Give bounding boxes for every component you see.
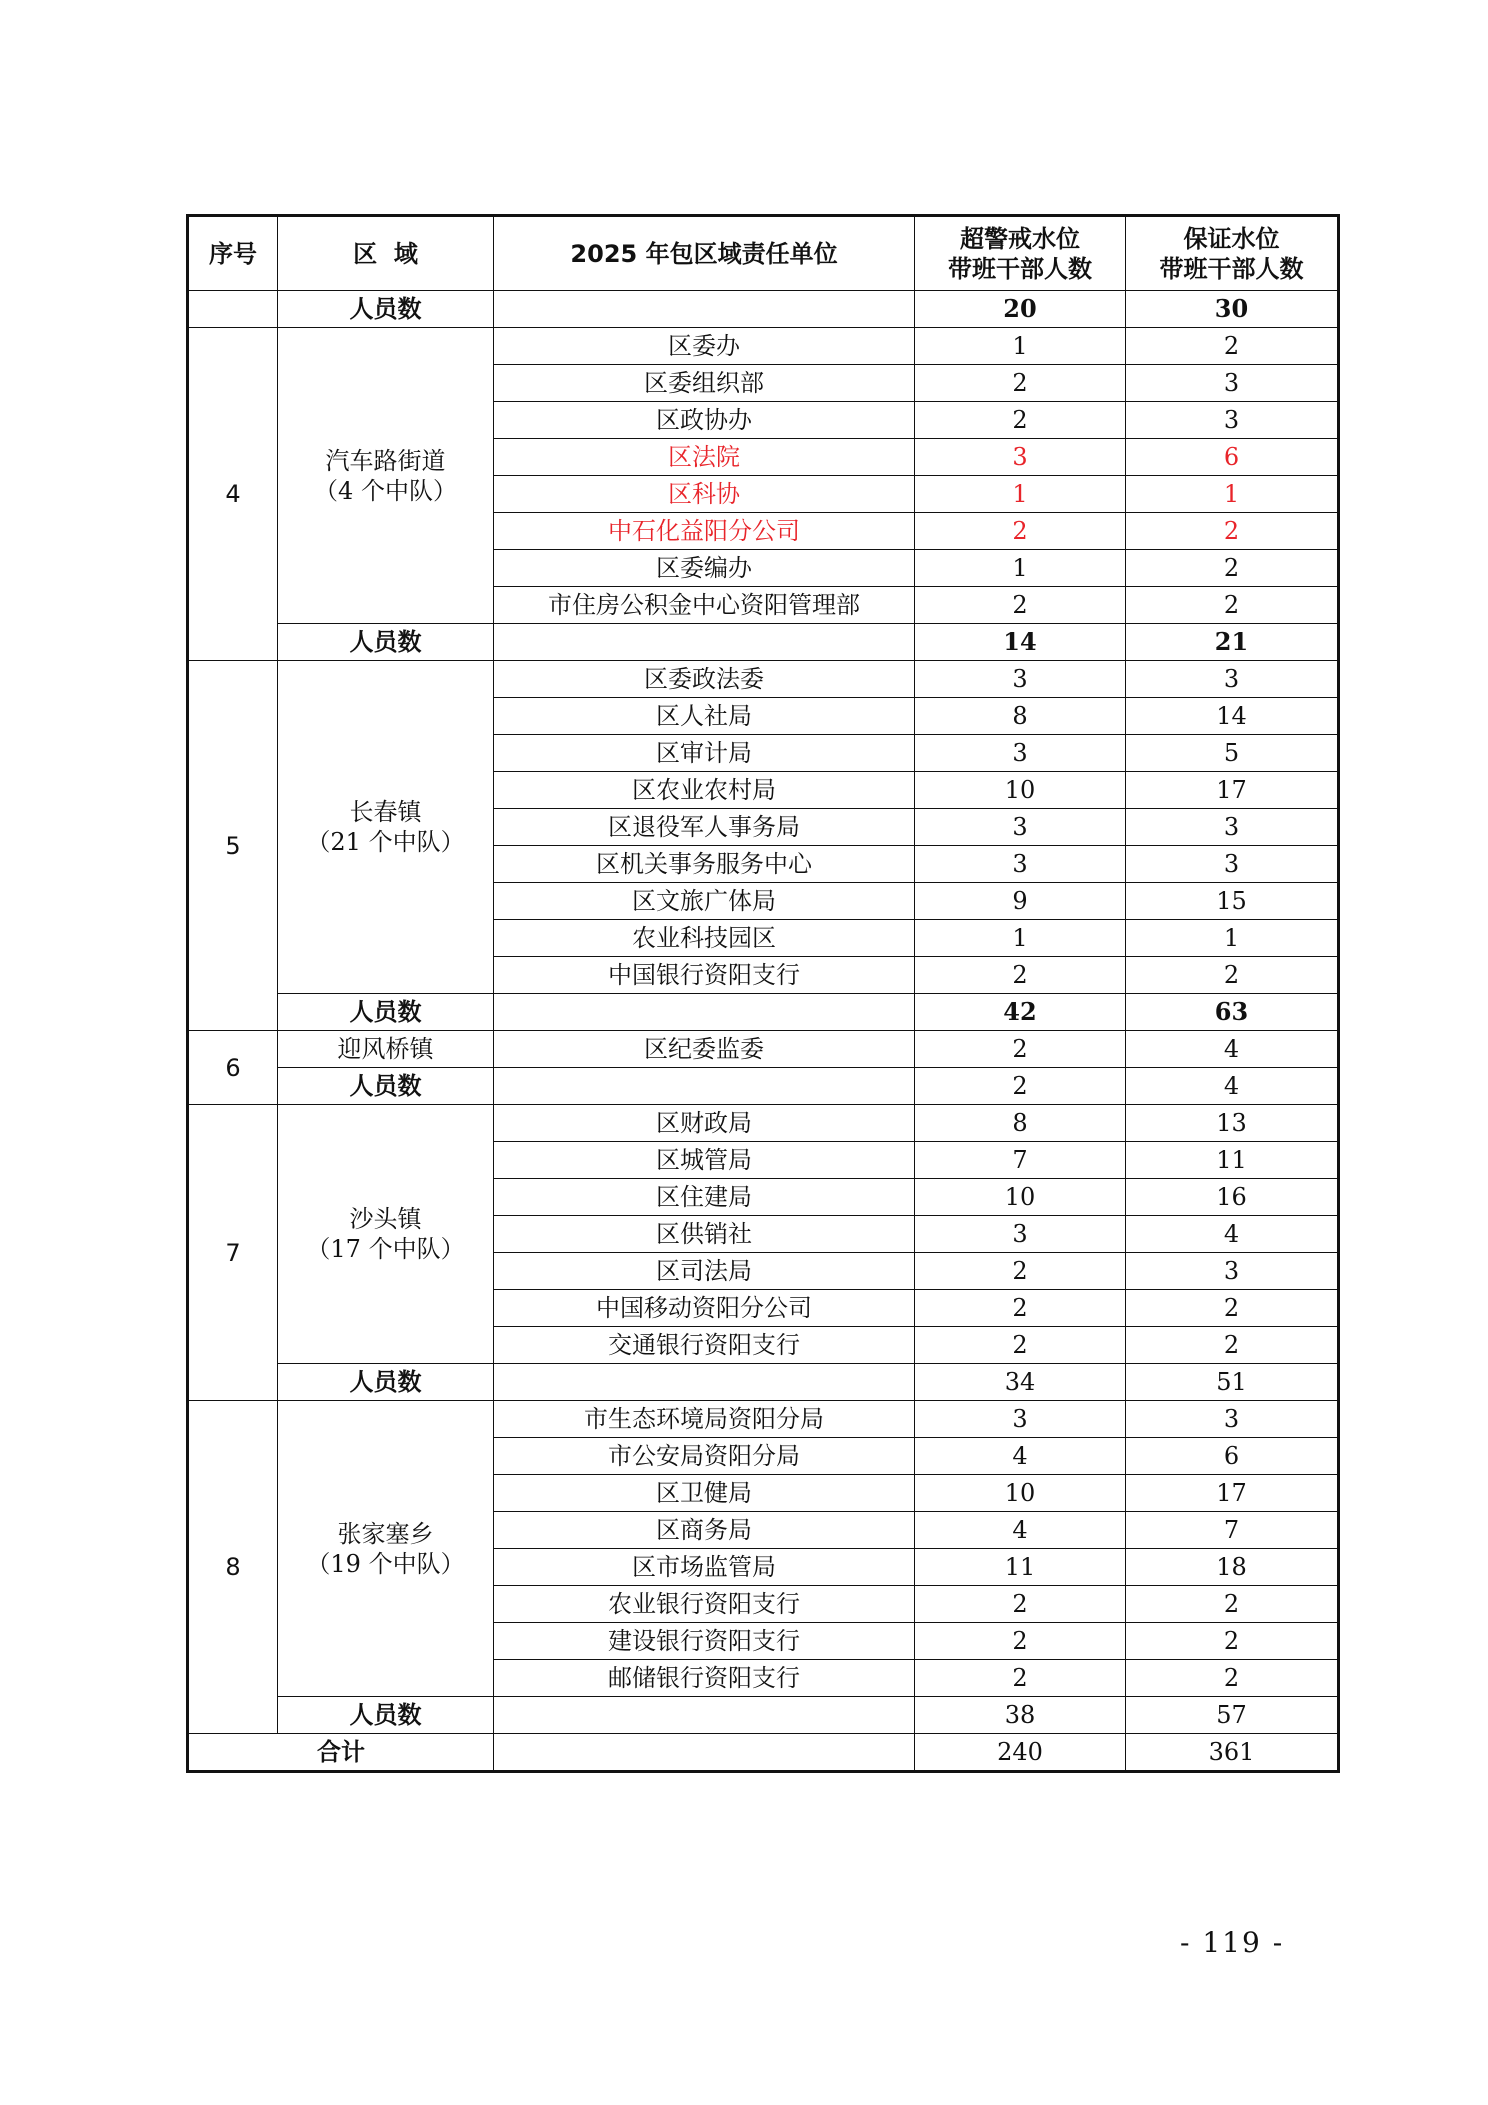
warning-count: 2 [915,1290,1126,1327]
guarantee-count: 3 [1126,1401,1339,1438]
region-cell [278,1401,494,1697]
unit-cell: 中国移动资阳分公司 [494,1290,915,1327]
summary-label: 人员数 [278,1697,494,1734]
guarantee-count: 2 [1126,550,1339,587]
unit-cell: 交通银行资阳支行 [494,1327,915,1364]
summary-row [188,1068,1339,1105]
header-warning-line1: 超警戒水位 [960,224,1080,253]
warning-count: 3 [915,1216,1126,1253]
region-subtitle: （19 个中队） [306,1549,465,1578]
guarantee-count: 6 [1126,1438,1339,1475]
seq-cell: 7 [188,1105,278,1401]
header-row [188,216,1339,291]
warning-count: 2 [915,365,1126,402]
warning-count: 2 [915,1660,1126,1697]
unit-cell: 农业科技园区 [494,920,915,957]
total-label: 合计 [188,1734,494,1772]
duty-table [186,214,1340,1773]
unit-cell: 区财政局 [494,1105,915,1142]
seq-cell [188,291,278,328]
region-cell [278,328,494,624]
guarantee-count: 361 [1126,1734,1339,1772]
guarantee-count: 51 [1126,1364,1339,1401]
table-row [188,1031,1339,1068]
unit-cell: 区机关事务服务中心 [494,846,915,883]
region-cell [278,661,494,994]
summary-row [188,1364,1339,1401]
warning-count: 3 [915,846,1126,883]
warning-count: 14 [915,624,1126,661]
header-guarantee [1126,216,1339,291]
unit-cell [494,1697,915,1734]
total-row [188,1734,1339,1772]
guarantee-count: 2 [1126,1660,1339,1697]
warning-count: 3 [915,439,1126,476]
guarantee-count: 2 [1126,328,1339,365]
unit-cell: 市生态环境局资阳分局 [494,1401,915,1438]
warning-count: 4 [915,1512,1126,1549]
warning-count: 10 [915,1475,1126,1512]
guarantee-count: 17 [1126,1475,1339,1512]
guarantee-count: 7 [1126,1512,1339,1549]
unit-cell: 区委组织部 [494,365,915,402]
guarantee-count: 3 [1126,661,1339,698]
seq-cell: 8 [188,1401,278,1734]
guarantee-count: 4 [1126,1068,1339,1105]
table-row [188,1401,1339,1438]
guarantee-count: 2 [1126,513,1339,550]
unit-cell: 市公安局资阳分局 [494,1438,915,1475]
warning-count: 2 [915,1327,1126,1364]
warning-count: 240 [915,1734,1126,1772]
summary-row [188,1697,1339,1734]
warning-count: 2 [915,1031,1126,1068]
guarantee-count: 3 [1126,1253,1339,1290]
region-name: 汽车路街道 [325,446,446,475]
unit-cell: 区委政法委 [494,661,915,698]
unit-cell: 区政协办 [494,402,915,439]
unit-cell: 区法院 [494,439,915,476]
warning-count: 10 [915,772,1126,809]
summary-row [188,994,1339,1031]
region-subtitle: （21 个中队） [306,828,465,856]
unit-cell [494,624,915,661]
guarantee-count: 14 [1126,698,1339,735]
page-number: - 119 - [1180,1926,1285,1959]
header-region: 区 域 [278,216,494,291]
warning-count: 42 [915,994,1126,1031]
table-row [188,661,1339,698]
unit-cell: 农业银行资阳支行 [494,1586,915,1623]
guarantee-count: 21 [1126,624,1339,661]
warning-count: 8 [915,1105,1126,1142]
guarantee-count: 2 [1126,957,1339,994]
guarantee-count: 3 [1126,809,1339,846]
header-seq: 序号 [188,216,278,291]
table-row [188,328,1339,365]
unit-cell: 中国银行资阳支行 [494,957,915,994]
unit-cell: 区委编办 [494,550,915,587]
warning-count: 2 [915,402,1126,439]
warning-count: 3 [915,1401,1126,1438]
guarantee-count: 15 [1126,883,1339,920]
guarantee-count: 5 [1126,735,1339,772]
warning-count: 1 [915,550,1126,587]
guarantee-count: 6 [1126,439,1339,476]
warning-count: 3 [915,661,1126,698]
summary-label: 人员数 [278,624,494,661]
unit-cell: 区农业农村局 [494,772,915,809]
guarantee-count: 1 [1126,476,1339,513]
guarantee-count: 16 [1126,1179,1339,1216]
unit-cell: 区纪委监委 [494,1031,915,1068]
unit-cell [494,291,915,328]
unit-cell: 区供销社 [494,1216,915,1253]
summary-label: 人员数 [278,291,494,328]
region-cell [278,1105,494,1364]
region-cell [278,1031,494,1068]
unit-cell: 区住建局 [494,1179,915,1216]
guarantee-count: 18 [1126,1549,1339,1586]
unit-cell: 中石化益阳分公司 [494,513,915,550]
region-subtitle: （4 个中队） [314,476,457,505]
guarantee-count: 3 [1126,402,1339,439]
warning-count: 4 [915,1438,1126,1475]
warning-count: 1 [915,476,1126,513]
warning-count: 38 [915,1697,1126,1734]
unit-cell: 区商务局 [494,1512,915,1549]
unit-cell [494,1068,915,1105]
header-warning [915,216,1126,291]
warning-count: 2 [915,1623,1126,1660]
warning-count: 3 [915,809,1126,846]
warning-count: 2 [915,1068,1126,1105]
guarantee-count: 2 [1126,1586,1339,1623]
seq-cell: 4 [188,328,278,661]
summary-label: 人员数 [278,1364,494,1401]
guarantee-count: 2 [1126,1290,1339,1327]
unit-cell: 邮储银行资阳支行 [494,1660,915,1697]
guarantee-count: 13 [1126,1105,1339,1142]
region-name: 长春镇 [349,798,422,826]
summary-label: 人员数 [278,1068,494,1105]
seq-cell: 6 [188,1031,278,1105]
unit-cell: 区卫健局 [494,1475,915,1512]
warning-count: 2 [915,587,1126,624]
warning-count: 1 [915,328,1126,365]
unit-cell: 区审计局 [494,735,915,772]
guarantee-count: 11 [1126,1142,1339,1179]
header-warning-line2: 带班干部人数 [948,254,1092,283]
unit-cell: 区市场监管局 [494,1549,915,1586]
region-name: 沙头镇 [349,1205,422,1233]
guarantee-count: 3 [1126,846,1339,883]
warning-count: 1 [915,920,1126,957]
guarantee-count: 2 [1126,1327,1339,1364]
guarantee-count: 30 [1126,291,1339,328]
guarantee-count: 4 [1126,1216,1339,1253]
table-row [188,1105,1339,1142]
header-unit: 2025 年包区域责任单位 [494,216,915,291]
guarantee-count: 2 [1126,1623,1339,1660]
unit-cell: 区科协 [494,476,915,513]
guarantee-count: 57 [1126,1697,1339,1734]
warning-count: 2 [915,513,1126,550]
summary-label: 人员数 [278,994,494,1031]
warning-count: 2 [915,957,1126,994]
seq-cell: 5 [188,661,278,1031]
warning-count: 9 [915,883,1126,920]
warning-count: 10 [915,1179,1126,1216]
unit-cell: 区城管局 [494,1142,915,1179]
unit-cell: 建设银行资阳支行 [494,1623,915,1660]
unit-cell: 区人社局 [494,698,915,735]
warning-count: 11 [915,1549,1126,1586]
guarantee-count: 1 [1126,920,1339,957]
region-subtitle: （17 个中队） [306,1235,465,1263]
unit-cell: 区委办 [494,328,915,365]
header-guarantee-line2: 带班干部人数 [1159,254,1304,283]
unit-cell [494,1734,915,1772]
warning-count: 20 [915,291,1126,328]
unit-cell [494,994,915,1031]
unit-cell: 区退役军人事务局 [494,809,915,846]
warning-count: 8 [915,698,1126,735]
guarantee-count: 3 [1126,365,1339,402]
unit-cell: 市住房公积金中心资阳管理部 [494,587,915,624]
unit-cell: 区文旅广体局 [494,883,915,920]
region-name: 迎风桥镇 [337,1035,434,1063]
warning-count: 34 [915,1364,1126,1401]
header-guarantee-line1: 保证水位 [1183,224,1280,253]
warning-count: 2 [915,1253,1126,1290]
guarantee-count: 4 [1126,1031,1339,1068]
top-summary-row [188,291,1339,328]
region-name: 张家塞乡 [337,1519,434,1548]
warning-count: 2 [915,1586,1126,1623]
guarantee-count: 17 [1126,772,1339,809]
guarantee-count: 2 [1126,587,1339,624]
warning-count: 7 [915,1142,1126,1179]
warning-count: 3 [915,735,1126,772]
unit-cell [494,1364,915,1401]
summary-row [188,624,1339,661]
unit-cell: 区司法局 [494,1253,915,1290]
guarantee-count: 63 [1126,994,1339,1031]
